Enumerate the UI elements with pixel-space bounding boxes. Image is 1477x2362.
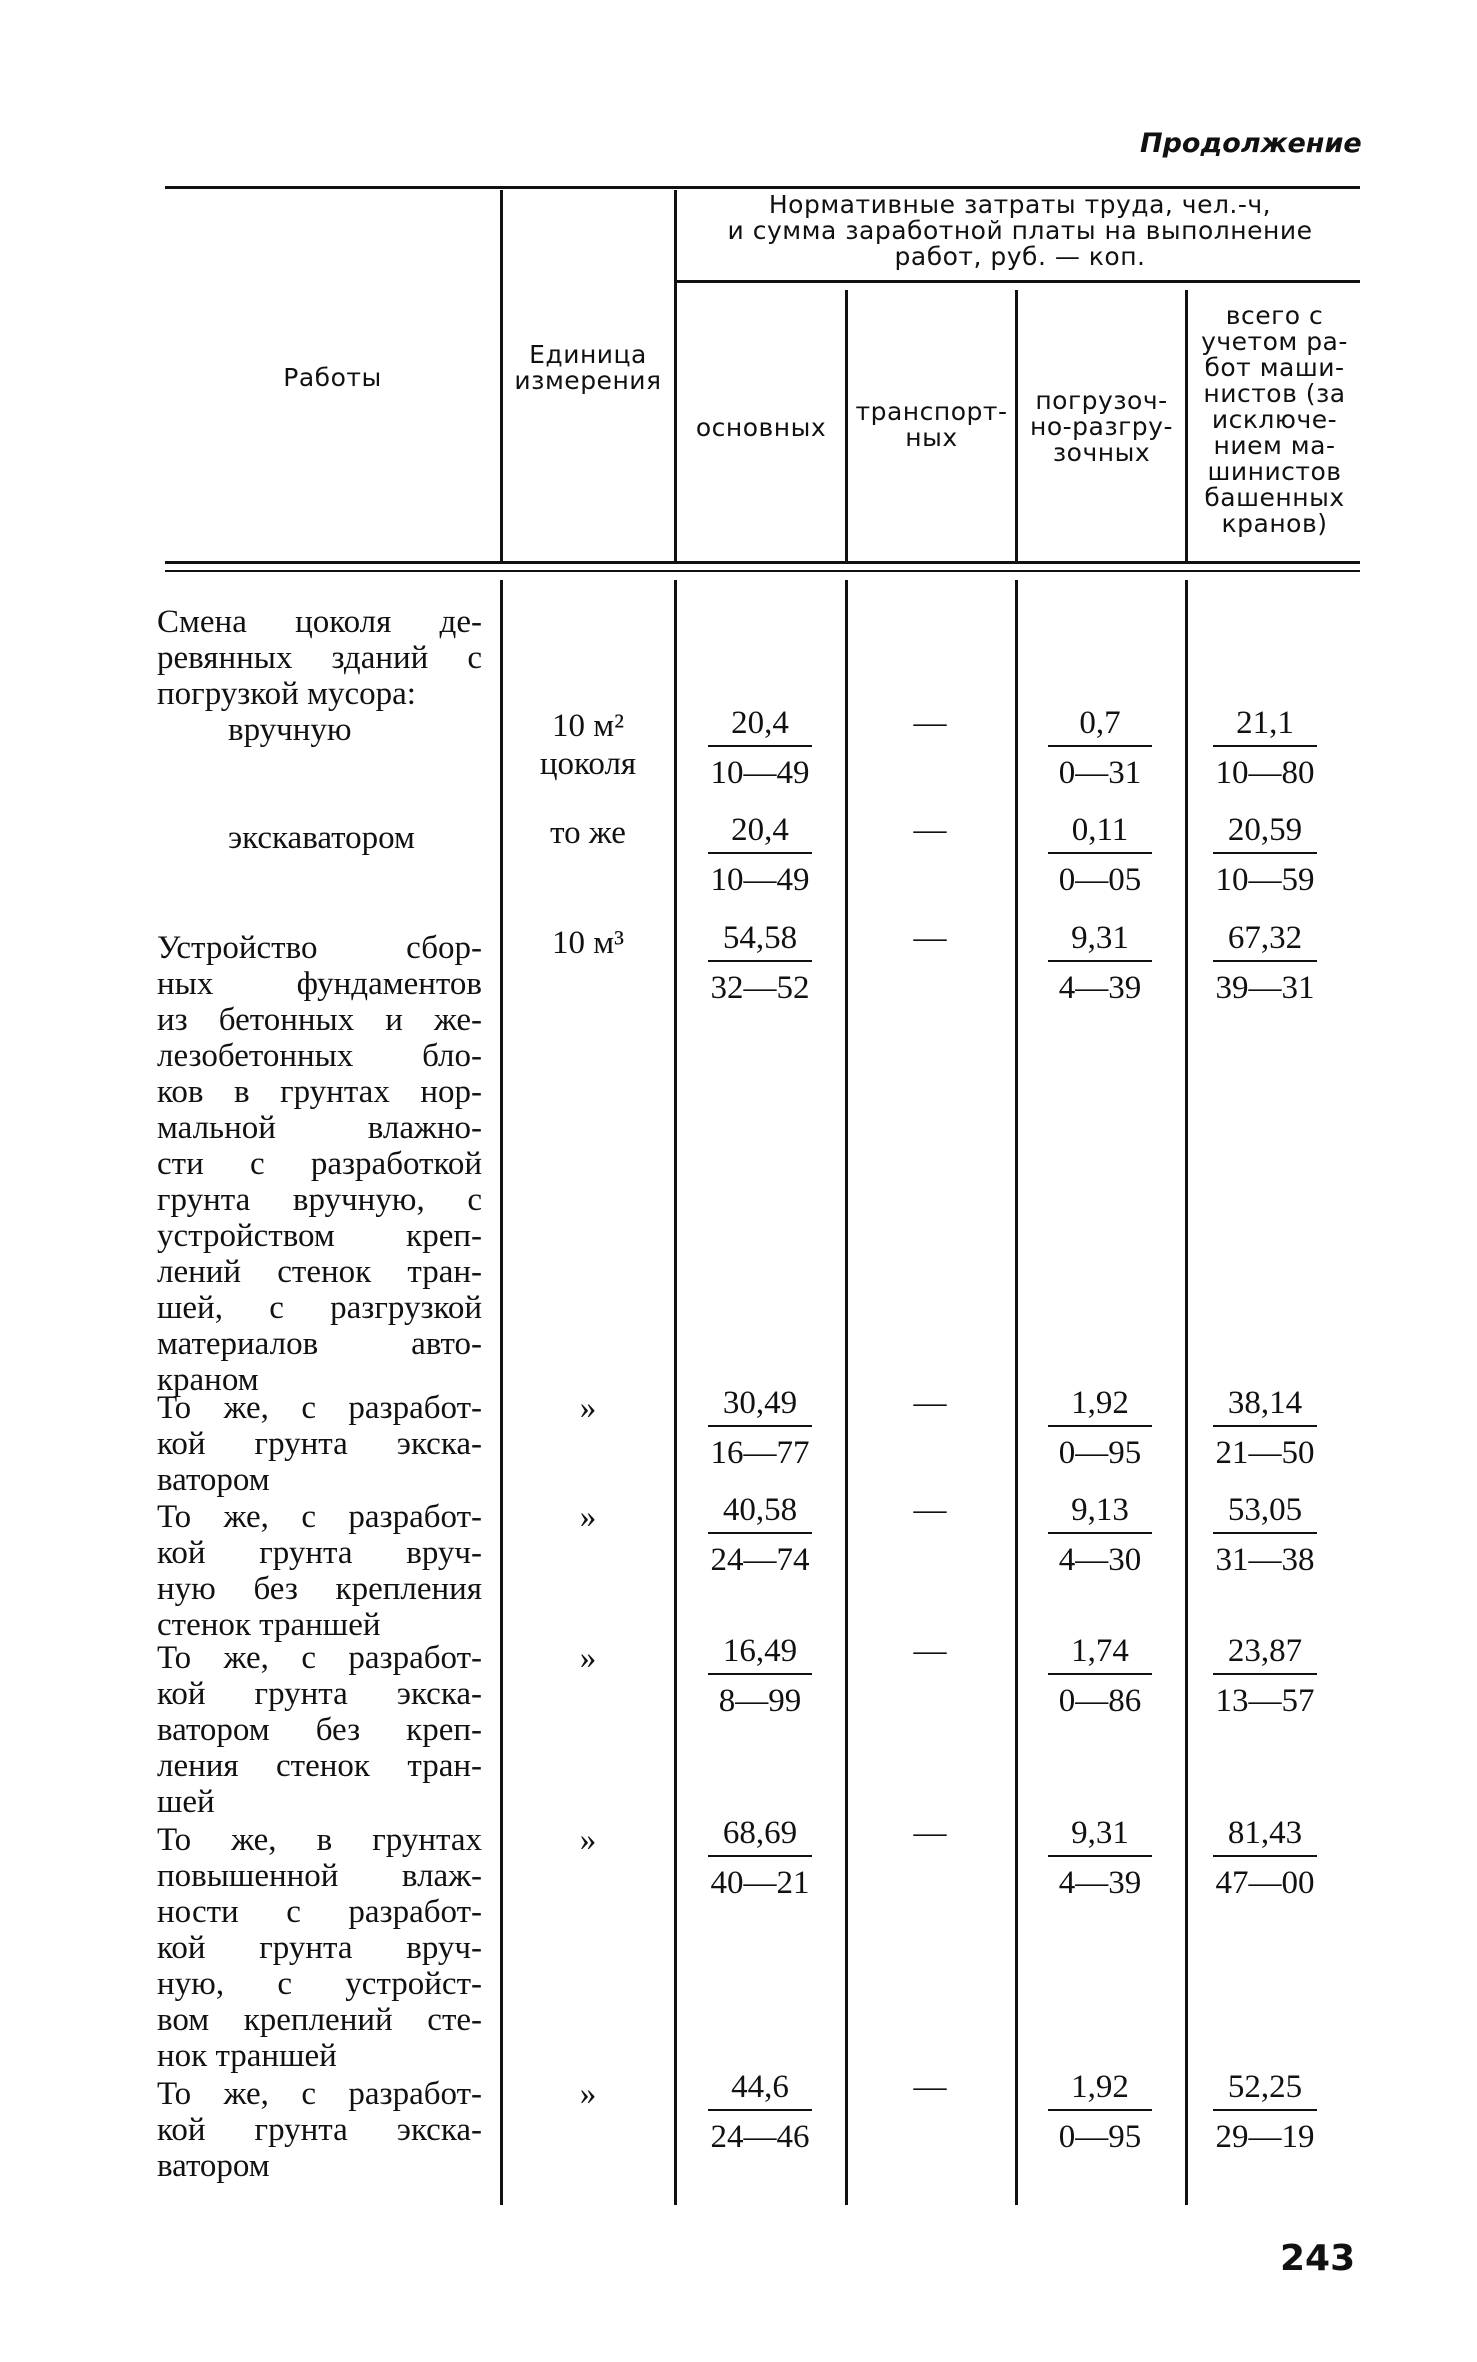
work-description: Устройство сбор- ных фундаментов из бетонных и же- лезобетонных бло- ков в грунтах нор- мальной влажно- сти с разработкой грунта вручную, с устройством креп- лений стенок тран- шей, с разгрузкой материалов авто- краном [157, 930, 482, 1398]
unit-cell: » [579, 2076, 597, 2112]
header-col-transport: транспорт- ных [855, 397, 1008, 452]
total-value: 53,05 31—38 [1205, 1492, 1325, 1578]
loading-value: 9,31 4—39 [1040, 1815, 1160, 1901]
main-value: 20,4 10—49 [700, 705, 820, 791]
transport-value: — [913, 2069, 947, 2105]
main-value: 16,49 8—99 [700, 1633, 820, 1719]
total-value: 20,59 10—59 [1205, 812, 1325, 898]
total-value: 38,14 21—50 [1205, 1385, 1325, 1471]
main-value: 68,69 40—21 [700, 1815, 820, 1901]
loading-value: 9,31 4—39 [1040, 920, 1160, 1006]
header-works: Работы [283, 363, 382, 392]
total-value: 67,32 39—31 [1205, 920, 1325, 1006]
column-divider-4-body [1015, 580, 1018, 2205]
transport-value: — [913, 1492, 947, 1528]
column-divider-1-body [500, 580, 503, 2205]
total-value: 23,87 13—57 [1205, 1633, 1325, 1719]
work-description: То же, с разработ- кой грунта экска- ватором без креп- ления стенок тран- шей [157, 1640, 482, 1820]
loading-value: 0,11 0—05 [1040, 812, 1160, 898]
column-divider-5 [1185, 290, 1188, 563]
column-divider-3 [845, 290, 848, 563]
column-divider-5-body [1185, 580, 1188, 2205]
column-divider-2-body [674, 580, 677, 2205]
unit-cell: » [579, 1390, 597, 1426]
transport-value: — [913, 812, 947, 848]
main-value: 20,4 10—49 [700, 812, 820, 898]
unit-cell: » [579, 1499, 597, 1535]
loading-value: 1,92 0—95 [1040, 1385, 1160, 1471]
work-description: То же, в грунтах повышенной влаж- ности с разработ- кой грунта вруч- ную, с устройст- вом креплений сте- нок траншей [157, 1822, 482, 2074]
loading-value: 1,92 0—95 [1040, 2069, 1160, 2155]
total-value: 81,43 47—00 [1205, 1815, 1325, 1901]
main-value: 40,58 24—74 [700, 1492, 820, 1578]
work-sub-item: экскаватором [228, 820, 415, 856]
page-number: 243 [1280, 2238, 1356, 2279]
column-divider-2 [674, 190, 677, 563]
transport-value: — [913, 705, 947, 741]
unit-cell: 10 м³ [551, 925, 625, 961]
work-description: То же, с разработ- кой грунта экска- ватором [157, 2076, 482, 2184]
loading-value: 0,7 0—31 [1040, 705, 1160, 791]
header-bottom-rule [165, 561, 1360, 564]
continuation-label: Продолжение [1140, 128, 1362, 159]
work-description: То же, с разработ- кой грунта вруч- ную без крепления стенок траншей [157, 1499, 482, 1643]
unit-cell: 10 м² цоколя [539, 708, 637, 782]
transport-value: — [913, 1633, 947, 1669]
column-divider-4 [1015, 290, 1018, 563]
table-top-rule [165, 186, 1360, 189]
total-value: 52,25 29—19 [1205, 2069, 1325, 2155]
transport-value: — [913, 1815, 947, 1851]
group-header-rule [677, 280, 1360, 283]
transport-value: — [913, 1385, 947, 1421]
unit-cell: то же [550, 815, 626, 851]
work-description: Смена цоколя де- ревянных зданий с погрузкой мусора: [157, 604, 482, 712]
transport-value: — [913, 920, 947, 956]
header-col-loading: погрузоч- но-разгру- зочных [1030, 386, 1173, 467]
unit-cell: » [579, 1822, 597, 1858]
main-value: 54,58 32—52 [700, 920, 820, 1006]
loading-value: 1,74 0—86 [1040, 1633, 1160, 1719]
loading-value: 9,13 4—30 [1040, 1492, 1160, 1578]
header-unit: Единица измерения [514, 340, 662, 395]
header-col-total: всего с учетом ра- бот маши- нистов (за исключе- нием ма- шинистов башенных кранов) [1201, 301, 1348, 538]
work-sub-item: вручную [228, 712, 352, 748]
column-divider-3-body [845, 580, 848, 2205]
column-divider-1 [500, 190, 503, 563]
header-col-main: основных [695, 413, 827, 442]
header-bottom-rule-2 [165, 570, 1360, 572]
main-value: 44,6 24—46 [700, 2069, 820, 2155]
unit-cell: » [579, 1640, 597, 1676]
work-description: То же, с разработ- кой грунта экска- ватором [157, 1390, 482, 1498]
total-value: 21,1 10—80 [1205, 705, 1325, 791]
header-group: Нормативные затраты труда, чел.-ч, и сумма заработной платы на выполнение работ, руб. — коп. [727, 190, 1313, 271]
main-value: 30,49 16—77 [700, 1385, 820, 1471]
